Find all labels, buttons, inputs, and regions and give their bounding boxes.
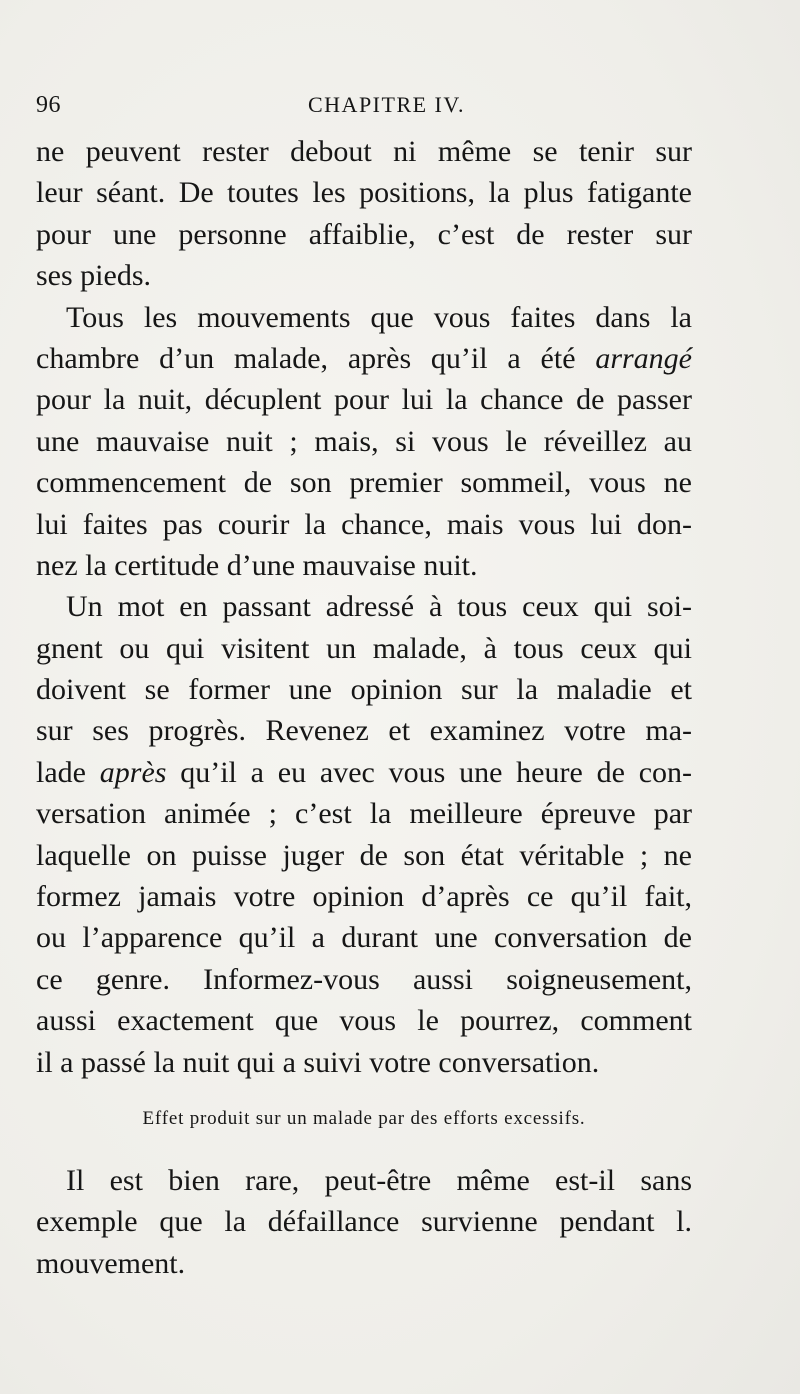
text-line: lui faites pas courir la chance, mais vous lui don- bbox=[36, 507, 692, 541]
text-line: ce genre. Informez-vous aussi soigneusement, bbox=[36, 962, 692, 996]
page-number: 96 bbox=[36, 92, 61, 118]
text-line: doivent se former une opinion sur la maladie et bbox=[36, 673, 692, 707]
italic-word: après bbox=[99, 755, 167, 789]
text-line bbox=[36, 752, 692, 793]
italic-word: arrangé bbox=[595, 341, 692, 375]
text-line: une mauvaise nuit ; mais, si vous le réveillez au bbox=[36, 424, 692, 458]
text-line: versation animée ; c’est la meilleure épreuve par bbox=[36, 797, 692, 831]
text-segment: lade bbox=[36, 755, 100, 789]
text-line: ses pieds. bbox=[36, 259, 151, 293]
text-line: Tous les mouvements que vous faites dans la bbox=[66, 300, 692, 334]
section-title: Effet produit sur un malade par des efforts excessifs. bbox=[142, 1108, 586, 1129]
text-line: aussi exactement que vous le pourrez, comment bbox=[36, 1004, 692, 1038]
text-line: exemple que la défaillance survienne pendant l. bbox=[36, 1205, 692, 1239]
text-line: laquelle on puisse juger de son état véritable ; ne bbox=[36, 838, 692, 872]
paragraph-3 bbox=[36, 586, 692, 1083]
body-text bbox=[36, 131, 692, 1083]
text-line: ne peuvent rester debout ni même se tenir sur bbox=[36, 135, 692, 168]
page-header bbox=[36, 92, 692, 122]
text-line: sur ses progrès. Revenez et examinez votre ma- bbox=[36, 714, 692, 748]
text-line: gnent ou qui visitent un malade, à tous ceux qui bbox=[36, 631, 692, 665]
text-segment: chambre d’un malade, après qu’il a été bbox=[36, 341, 596, 375]
text-segment: qu’il a eu avec vous une heure de con- bbox=[166, 755, 692, 789]
text-line: pour la nuit, décuplent pour lui la chance de passer bbox=[36, 383, 692, 417]
paragraph-2 bbox=[36, 297, 692, 587]
final-paragraph bbox=[36, 1160, 692, 1284]
text-line bbox=[36, 338, 692, 379]
text-line: commencement de son premier sommeil, vous ne bbox=[36, 466, 692, 500]
text-line: leur séant. De toutes les positions, la plus fatigante bbox=[36, 176, 692, 210]
text-line: formez jamais votre opinion d’après ce qu’il fait, bbox=[36, 880, 692, 914]
text-line: mouvement. bbox=[36, 1246, 186, 1280]
text-line: Il est bien rare, peut-être même est-il sans bbox=[66, 1164, 692, 1197]
text-line: Un mot en passant adressé à tous ceux qui soi- bbox=[66, 590, 692, 624]
text-line: nez la certitude d’une mauvaise nuit. bbox=[36, 548, 478, 582]
running-head: CHAPITRE IV. bbox=[308, 92, 465, 117]
text-line: pour une personne affaiblie, c’est de rester sur bbox=[36, 217, 692, 251]
paragraph-1 bbox=[36, 131, 692, 297]
text-line: ou l’apparence qu’il a durant une conversation de bbox=[36, 921, 692, 955]
text-line: il a passé la nuit qui a suivi votre conversation. bbox=[36, 1045, 600, 1079]
